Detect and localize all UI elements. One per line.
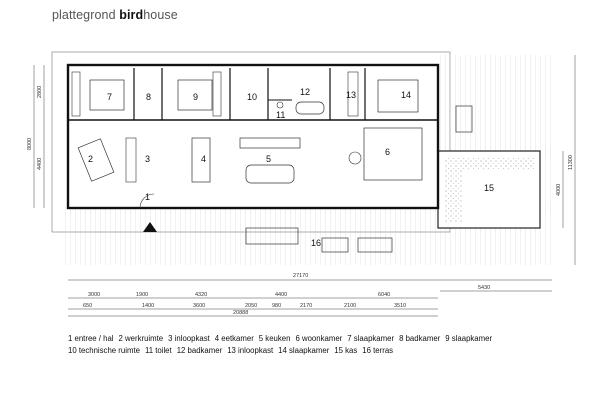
dim-bottom-7: 2100: [344, 303, 357, 309]
dim-left-total: 8000: [27, 137, 33, 150]
legend-item: 11 toilet: [144, 345, 172, 355]
room-label-7: 7: [107, 92, 113, 102]
dim-right-total: 11300: [568, 155, 574, 170]
kitchen-counter: [240, 138, 300, 148]
legend-item: 14 slaapkamer: [278, 345, 330, 355]
legend-item: 15 kas: [334, 345, 358, 355]
building-outline: [68, 65, 438, 208]
dim-top-3: 4320: [195, 292, 208, 298]
dim-bottom-5: 980: [272, 303, 282, 309]
dim-bottom-1: 650: [83, 303, 93, 309]
wardrobe-7: [72, 72, 80, 116]
living-table: [349, 152, 361, 164]
dim-right-ext: 5430: [478, 285, 491, 291]
dim-bottom-4: 2050: [245, 303, 258, 309]
legend-item: 12 badkamer: [176, 345, 223, 355]
dim-top-4: 4400: [275, 292, 288, 298]
legend-item: 13 inloopkast: [227, 345, 274, 355]
terrace-decking-east: [440, 55, 552, 155]
bath-12: [296, 102, 324, 114]
greenhouse-bed-left: [444, 157, 462, 223]
legend-item: 16 terras: [362, 345, 394, 355]
legend-item: 4 eetkamer: [214, 334, 254, 343]
room-label-12: 12: [300, 87, 311, 97]
legend-item: 1 entree / hal: [68, 334, 114, 343]
dim-sum: 20888: [233, 310, 249, 316]
room-label-11: 11: [276, 110, 286, 120]
room-label-9: 9: [193, 92, 199, 102]
site-outline: [52, 52, 450, 232]
kitchen-island: [246, 165, 294, 183]
legend-item: 9 slaapkamer: [445, 334, 493, 343]
legend-item: 8 badkamer: [399, 334, 441, 343]
dim-bottom-2: 1400: [142, 303, 155, 309]
room-label-14: 14: [401, 90, 412, 100]
room-label-2: 2: [88, 154, 94, 164]
room-label-10: 10: [247, 92, 258, 102]
greenhouse-bed-top: [462, 157, 534, 169]
dim-top-5: 6040: [378, 292, 391, 298]
room-label-5: 5: [266, 154, 272, 164]
room-label-4: 4: [201, 154, 207, 164]
room-label-1: 1: [145, 192, 151, 202]
title-bold: bird: [119, 8, 144, 22]
legend-item: 3 inloopkast: [168, 334, 210, 343]
room-label-13: 13: [346, 90, 357, 100]
bed-14: [378, 80, 418, 112]
legend-item: 10 technische ruimte: [68, 345, 140, 355]
toilet-11: [277, 102, 283, 108]
desk-2: [78, 139, 114, 181]
room-label-6: 6: [385, 147, 391, 157]
dim-left-upper: 2800: [37, 85, 43, 98]
room-label-3: 3: [145, 154, 151, 164]
room-label-8: 8: [146, 92, 152, 102]
dim-top-2: 1900: [136, 292, 149, 298]
legend-item: 6 woonkamer: [295, 334, 343, 343]
room-label-16: 16: [311, 238, 322, 248]
legend-item: 7 slaapkamer: [347, 334, 395, 343]
dim-bottom-8: 3510: [394, 303, 407, 309]
dim-top-1: 3000: [88, 292, 101, 298]
sofa-6: [364, 128, 422, 180]
room-legend: [68, 333, 578, 356]
wardrobe-9: [213, 72, 221, 116]
title-rest: house: [143, 8, 178, 22]
legend-item: 5 keuken: [258, 334, 291, 343]
legend-item: 2 werkruimte: [118, 334, 164, 343]
dim-bottom-6: 2170: [300, 303, 313, 309]
room-label-15: 15: [484, 183, 495, 193]
dim-total-width: 27170: [293, 273, 309, 279]
title-light: plattegrond: [52, 8, 120, 22]
dim-bottom-3: 3600: [193, 303, 206, 309]
dim-left-lower: 4400: [37, 157, 43, 170]
closet-3: [126, 138, 136, 182]
dim-right-sub: 4000: [556, 183, 562, 196]
